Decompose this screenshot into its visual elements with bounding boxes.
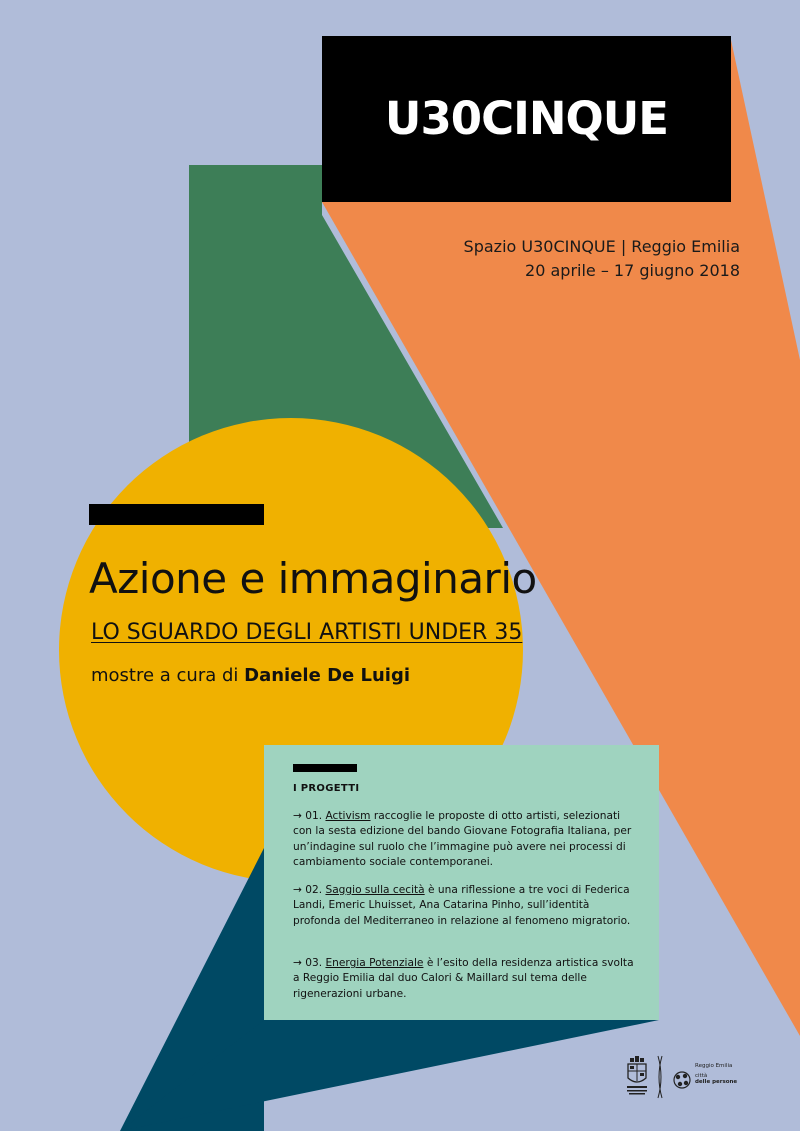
brand-name: U30CINQUE (384, 92, 669, 145)
project-name: Saggio sulla cecità (325, 884, 425, 896)
venue-line: Spazio U30CINQUE | Reggio Emilia (463, 237, 740, 256)
projects-heading: I PROGETTI (293, 783, 360, 794)
citta-line2: delle persone (695, 1079, 738, 1085)
brand-box (322, 36, 731, 202)
sponsor-logos (622, 1052, 738, 1102)
projects-bar (293, 764, 357, 772)
project-text: raccoglie le proposte di otto artisti, selezionati con la sesta edizione del bando Giovane Fotografia Italiana, per un’indagine sul ruolo che l’immagine può avere nei processi di cambiamento sociale contemporanei. (293, 810, 632, 869)
venue-info (464, 235, 740, 283)
title-bar (89, 504, 264, 525)
project-item-02 (293, 883, 638, 929)
project-text: è l’esito della residenza artistica svolta a Reggio Emilia dal duo Calori & Maillard sul tema delle rigenerazioni urbane. (293, 957, 634, 1000)
project-prefix: → 02. (293, 884, 323, 896)
project-name: Activism (325, 810, 371, 822)
projects-box (264, 745, 659, 1020)
project-item-03 (293, 956, 638, 1002)
curator-prefix: mostre a cura di (91, 665, 239, 686)
citta-line1: città (695, 1073, 708, 1079)
project-prefix: → 01. (293, 810, 323, 822)
citta-region: Reggio Emilia (695, 1063, 733, 1069)
exhibition-subtitle: LO SGUARDO DEGLI ARTISTI UNDER 35 (91, 620, 523, 645)
dates-line: 20 aprile – 17 giugno 2018 (525, 261, 740, 280)
comune-logo (627, 1056, 647, 1095)
project-item-01 (293, 809, 638, 871)
project-prefix: → 03. (293, 957, 323, 969)
curator-line (91, 665, 410, 686)
curator-name: Daniele De Luigi (244, 665, 411, 686)
project-text: è una riflessione a tre voci di Federica Landi, Emeric Lhuisset, Ana Catarina Pinho, sull’identità profonda del Mediterraneo in relazione al fenomeno migratorio. (293, 884, 631, 927)
citta-logo-mark (674, 1072, 690, 1088)
project-name: Energia Potenziale (325, 957, 424, 969)
exhibition-title: Azione e immaginario (89, 554, 537, 603)
